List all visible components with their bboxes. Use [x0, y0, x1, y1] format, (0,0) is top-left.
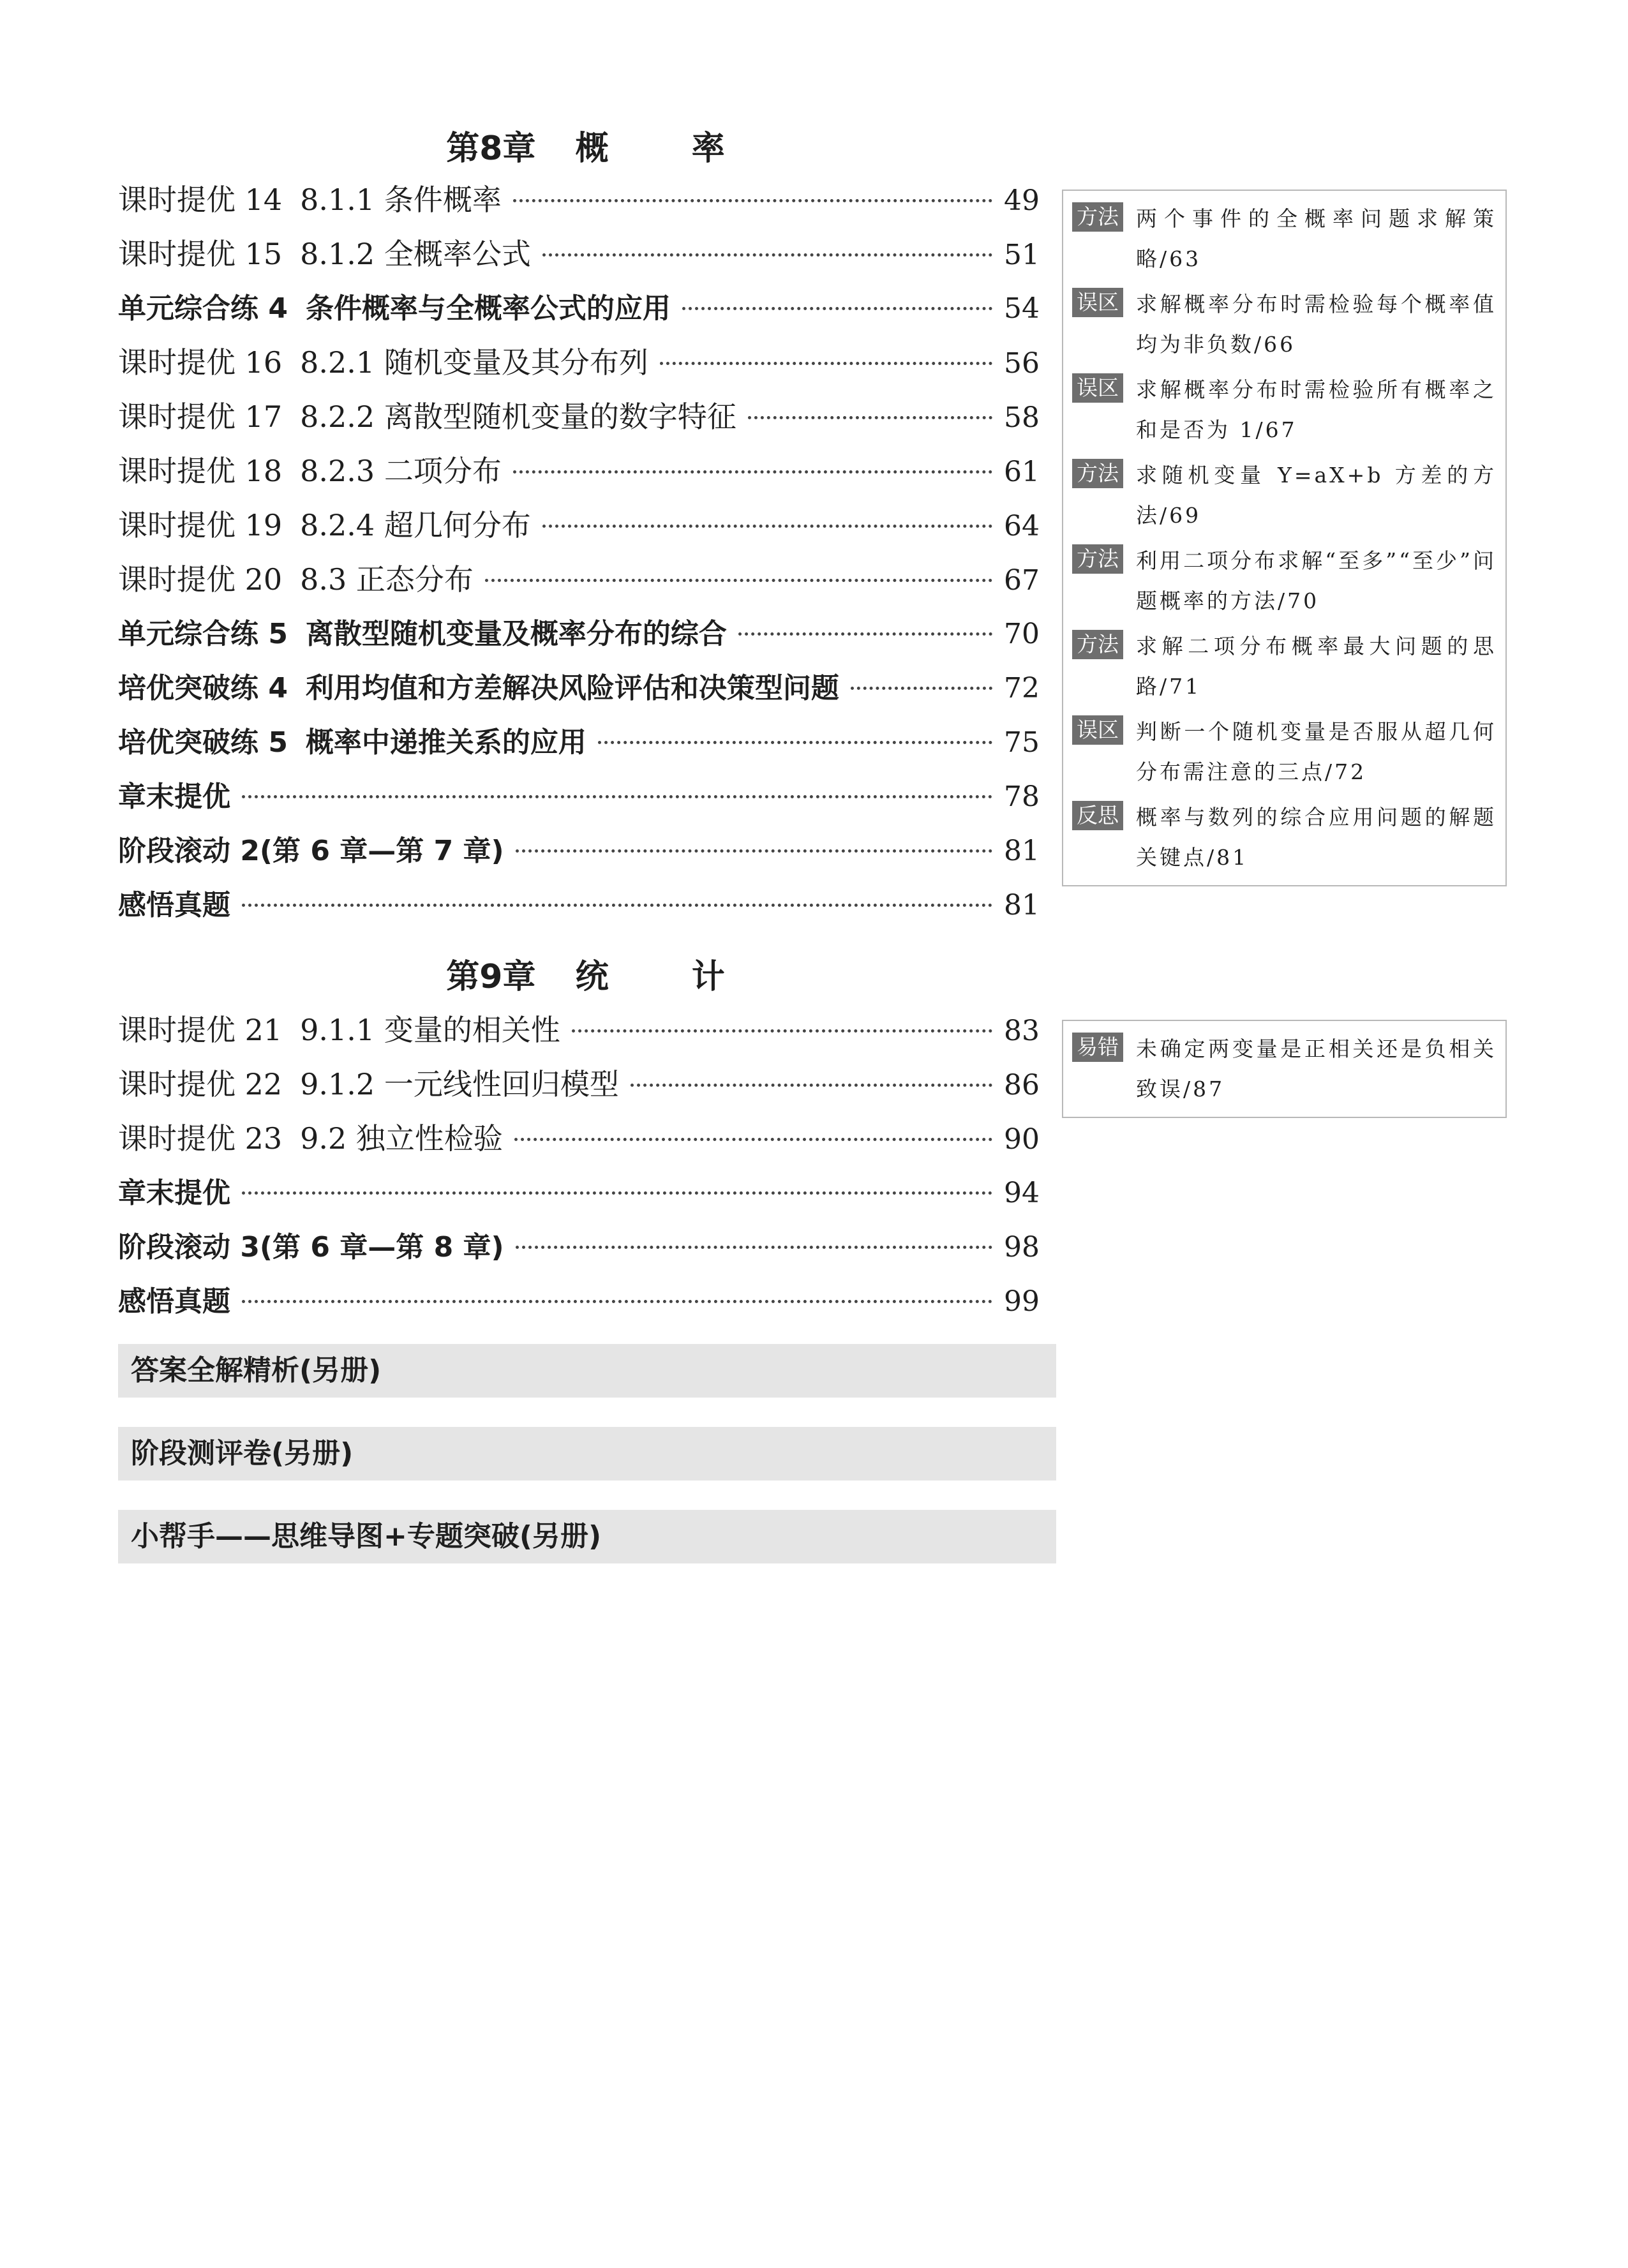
entry-page: 61: [1004, 456, 1040, 488]
note-item: [1072, 626, 1497, 706]
dot-leader: [242, 1300, 992, 1303]
toc-entry[interactable]: [118, 1278, 1040, 1332]
entry-page: 83: [1004, 1015, 1040, 1047]
entry-page: 86: [1004, 1069, 1040, 1101]
entry-page: 99: [1004, 1285, 1040, 1318]
entry-label: 课时提优 18: [118, 454, 283, 488]
note-item: [1072, 369, 1497, 450]
entry-page: 81: [1004, 835, 1040, 867]
entry-label: 章末提优: [118, 780, 230, 813]
helper-booklet-bar[interactable]: 小帮手——思维导图+专题突破(另册): [118, 1510, 1056, 1563]
dot-leader: [660, 362, 992, 365]
note-item: [1072, 797, 1497, 877]
note-item: [1072, 284, 1497, 364]
entry-topic: 8.2.3 二项分布: [300, 454, 502, 488]
note-item: [1072, 1029, 1497, 1109]
chapter-8-number: 第8章: [446, 130, 536, 168]
note-tag: 误区: [1072, 288, 1123, 317]
entry-page: 70: [1004, 618, 1040, 650]
toc-entry[interactable]: [118, 1061, 1040, 1115]
note-text: 求随机变量 Y=aX+b 方差的方法/69: [1136, 463, 1497, 528]
toc-entry[interactable]: [118, 828, 1040, 882]
entry-page: 58: [1004, 401, 1040, 434]
note-item: [1072, 455, 1497, 535]
entry-topic: 8.2.2 离散型随机变量的数字特征: [300, 399, 736, 434]
note-text: 利用二项分布求解“至多”“至少”问题概率的方法/70: [1136, 548, 1497, 613]
toc-entry[interactable]: [118, 448, 1040, 502]
chapter-9-number: 第9章: [446, 958, 536, 996]
toc-entry[interactable]: [118, 177, 1040, 231]
note-tag: 反思: [1072, 801, 1123, 830]
entry-page: 64: [1004, 510, 1040, 542]
entry-page: 94: [1004, 1177, 1040, 1209]
dot-leader: [682, 307, 992, 310]
entry-page: 72: [1004, 672, 1040, 705]
dot-leader: [242, 904, 992, 907]
toc-entry[interactable]: [118, 502, 1040, 556]
note-text: 求解概率分布时需检验每个概率值均为非负数/66: [1136, 292, 1497, 357]
toc-entry[interactable]: [118, 1115, 1040, 1170]
entry-page: 49: [1004, 184, 1040, 217]
entry-page: 56: [1004, 347, 1040, 380]
entry-page: 67: [1004, 564, 1040, 597]
note-tag: 易错: [1072, 1033, 1123, 1062]
chapter-8-name-char-1: 概: [575, 130, 609, 168]
entry-topic: 8.1.1 条件概率: [300, 183, 502, 217]
toc-entry[interactable]: [118, 719, 1040, 773]
dot-leader: [542, 253, 992, 257]
dot-leader: [542, 525, 992, 528]
entry-topic: 8.2.4 超几何分布: [300, 508, 531, 542]
answer-booklet-bar[interactable]: 答案全解精析(另册): [118, 1344, 1056, 1398]
toc-entry[interactable]: [118, 665, 1040, 719]
entry-label: 课时提优 15: [118, 237, 283, 271]
note-tag: 误区: [1072, 715, 1123, 745]
entry-topic: 离散型随机变量及概率分布的综合: [305, 618, 727, 650]
note-text: 概率与数列的综合应用问题的解题关键点/81: [1136, 805, 1497, 870]
toc-entry[interactable]: [118, 882, 1040, 936]
dot-leader: [516, 849, 992, 853]
note-tag: 误区: [1072, 373, 1123, 403]
entry-topic: 利用均值和方差解决风险评估和决策型问题: [305, 672, 839, 705]
chapter-8-name-char-2: 率: [691, 130, 725, 168]
dot-leader: [738, 632, 992, 636]
dot-leader: [242, 1191, 992, 1195]
toc-entry[interactable]: [118, 285, 1040, 339]
entry-label: 课时提优 20: [118, 562, 283, 597]
entry-page: 75: [1004, 726, 1040, 759]
entry-page: 90: [1004, 1123, 1040, 1156]
dot-leader: [514, 1138, 992, 1141]
note-tag: 方法: [1072, 630, 1123, 659]
entry-topic: 9.2 独立性检验: [300, 1121, 503, 1156]
dot-leader: [513, 199, 992, 202]
chapter-9-title: [118, 950, 1053, 997]
note-item: [1072, 712, 1497, 792]
chapter-9-toc: [118, 1007, 1040, 1332]
note-text: 未确定两变量是正相关还是负相关致误/87: [1136, 1036, 1497, 1101]
note-text: 求解概率分布时需检验所有概率之和是否为 1/67: [1136, 377, 1497, 442]
entry-label: 章末提优: [118, 1177, 230, 1209]
toc-entry[interactable]: [118, 231, 1040, 285]
entry-page: 54: [1004, 292, 1040, 325]
note-tag: 方法: [1072, 544, 1123, 574]
entry-page: 98: [1004, 1231, 1040, 1264]
assessment-booklet-bar[interactable]: 阶段测评卷(另册): [118, 1427, 1056, 1481]
dot-leader: [631, 1084, 992, 1087]
entry-page: 51: [1004, 239, 1040, 271]
entry-label: 课时提优 16: [118, 345, 283, 380]
chapter-9-notes-box: [1062, 1020, 1507, 1118]
entry-label: 课时提优 21: [118, 1013, 283, 1047]
entry-topic: 8.3 正态分布: [300, 562, 474, 597]
toc-entry[interactable]: [118, 1170, 1040, 1224]
entry-topic: 9.1.1 变量的相关性: [300, 1013, 560, 1047]
entry-page: 81: [1004, 889, 1040, 921]
note-tag: 方法: [1072, 459, 1123, 488]
dot-leader: [572, 1029, 992, 1033]
entry-label: 课时提优 17: [118, 399, 283, 434]
entry-label: 培优突破练 4: [118, 672, 288, 705]
chapter-8-notes-box: [1062, 190, 1507, 886]
chapter-9-name-char-1: 统: [575, 958, 609, 996]
dot-leader: [513, 470, 992, 474]
chapter-8-toc: [118, 177, 1040, 936]
dot-leader: [598, 741, 992, 744]
dot-leader: [851, 687, 992, 690]
note-text: 求解二项分布概率最大问题的思路/71: [1136, 634, 1497, 699]
entry-label: 阶段滚动 3(第 6 章—第 8 章): [118, 1231, 504, 1264]
entry-topic: 条件概率与全概率公式的应用: [305, 292, 671, 325]
note-item: [1072, 541, 1497, 621]
dot-leader: [485, 579, 992, 582]
entry-label: 课时提优 23: [118, 1121, 283, 1156]
chapter-8-title: [118, 121, 1053, 169]
note-item: [1072, 198, 1497, 279]
note-text: 判断一个随机变量是否服从超几何分布需注意的三点/72: [1136, 719, 1497, 784]
chapter-9-name-char-2: 计: [691, 958, 725, 996]
note-text: 两个事件的全概率问题求解策略/63: [1136, 206, 1497, 271]
entry-topic: 8.2.1 随机变量及其分布列: [300, 345, 648, 380]
note-tag: 方法: [1072, 202, 1123, 232]
toc-entry[interactable]: [118, 1007, 1040, 1061]
toc-entry[interactable]: [118, 773, 1040, 828]
entry-page: 78: [1004, 780, 1040, 813]
dot-leader: [748, 416, 992, 419]
entry-topic: 8.1.2 全概率公式: [300, 237, 531, 271]
entry-label: 阶段滚动 2(第 6 章—第 7 章): [118, 835, 504, 867]
entry-topic: 概率中递推关系的应用: [305, 726, 586, 759]
toc-entry[interactable]: [118, 339, 1040, 394]
entry-label: 单元综合练 5: [118, 618, 288, 650]
entry-label: 课时提优 19: [118, 508, 283, 542]
toc-entry[interactable]: [118, 394, 1040, 448]
entry-label: 培优突破练 5: [118, 726, 288, 759]
dot-leader: [242, 795, 992, 798]
entry-label: 单元综合练 4: [118, 292, 288, 325]
entry-label: 课时提优 14: [118, 183, 283, 217]
dot-leader: [516, 1246, 992, 1249]
entry-label: 感悟真题: [118, 889, 230, 921]
entry-label: 课时提优 22: [118, 1067, 283, 1101]
toc-entry[interactable]: [118, 556, 1040, 611]
toc-entry[interactable]: [118, 1224, 1040, 1278]
entry-label: 感悟真题: [118, 1285, 230, 1318]
toc-entry[interactable]: [118, 611, 1040, 665]
entry-topic: 9.1.2 一元线性回归模型: [300, 1067, 619, 1101]
